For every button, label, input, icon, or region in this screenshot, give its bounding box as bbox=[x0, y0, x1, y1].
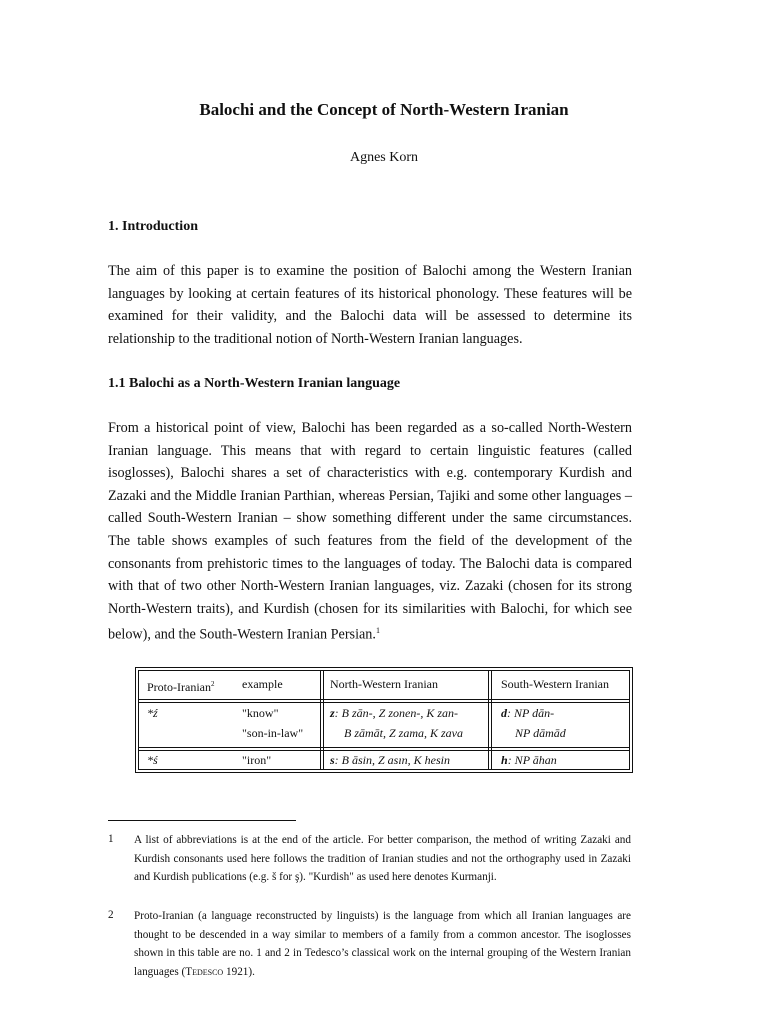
footnote-2-citation-year: 1921). bbox=[223, 965, 255, 978]
header-proto-label: Proto-Iranian bbox=[147, 680, 211, 694]
row2-proto bbox=[147, 750, 158, 770]
intro-paragraph-text: The aim of this paper is to examine the position of Balochi among the Western Iranian languages by looking at certain features of its historical phonology. These features will be examined for their validity, and the Balochi data will be assessed to determine its relationship to the traditional notion of North-Western Iranian languages. bbox=[108, 263, 632, 347]
footnote-2-number: 2 bbox=[108, 909, 114, 921]
paper-title: Balochi and the Concept of North-Western Iranian bbox=[199, 100, 569, 119]
balochi-nw-paragraph-text: From a historical point of view, Balochi has been regarded as a so-called North-Western Iranian language. This means that with regard to certain linguistic features (called isoglosses), Balochi shares a set of characteristics with e.g. contemporary Kurdish and Zazaki and the Middle Iranian Parthian, whereas Persian, Tajiki and some other languages – called South-Western Iranian – show something different under the same circumstances. The table shows examples of such features from the field of the development of the consonants from prehistoric times to the languages of today. The Balochi data is compared with that of two other North-Western Iranian languages, viz. Zazaki (chosen for its strong North-Western traits), and Kurdish (chosen for its similarities with Balochi, for which see below), and the South-Western Iranian Persian. bbox=[108, 420, 632, 644]
intro-paragraph bbox=[108, 260, 632, 350]
isogloss-table bbox=[135, 667, 633, 773]
row2-sw-forms: : NP āhan bbox=[507, 753, 557, 767]
row1-nw-forms-2: B zāmāt, Z zama, K zava bbox=[344, 726, 464, 740]
row1-example-know: "know" bbox=[242, 706, 279, 720]
row1-nw-line2 bbox=[344, 723, 463, 743]
row2-nw-forms: : B āsin, Z asın, K hesin bbox=[334, 753, 451, 767]
row2-sw-reflex: h bbox=[501, 753, 508, 767]
row1-nw-reflex: z bbox=[330, 706, 335, 720]
row1-nw-line1 bbox=[330, 703, 458, 723]
row2-proto-form: *ś bbox=[147, 753, 158, 767]
footnote-2-body: Proto-Iranian (a language reconstructed by linguists) is the language from which all Iranian languages are thought to be descended in a way similar to members of a family from a common ancestor. The isoglosses shown in this table are no. 1 and 2 in Tedesco’s classical work on the internal grouping of the Western Iranian languages ( bbox=[134, 910, 631, 978]
row1-proto bbox=[147, 703, 158, 723]
table-header-rule bbox=[139, 699, 629, 700]
row2-nw bbox=[330, 750, 450, 770]
row2-sw bbox=[501, 750, 557, 770]
row1-sw-reflex: d bbox=[501, 706, 507, 720]
table-header-proto-iranian bbox=[147, 674, 214, 697]
footnote-1-number: 1 bbox=[108, 833, 114, 845]
row1-sw-forms-2: NP dāmād bbox=[515, 726, 566, 740]
row1-nw-forms-1: : B zān-, Z zonen-, K zan- bbox=[334, 706, 458, 720]
section-heading-balochi-nw: 1.1 Balochi as a North-Western Iranian language bbox=[108, 376, 401, 391]
row2-nw-reflex: s bbox=[330, 753, 335, 767]
table-header-example: example bbox=[242, 677, 283, 691]
table-col-rule-2 bbox=[488, 671, 489, 769]
row1-sw-line1 bbox=[501, 703, 554, 723]
author-name: Agnes Korn bbox=[349, 150, 419, 165]
table-inner-border bbox=[138, 670, 630, 770]
footnote-2-text bbox=[134, 907, 631, 981]
balochi-nw-paragraph bbox=[108, 417, 632, 647]
table-header-sw-iranian: South-Western Iranian bbox=[501, 677, 609, 691]
row1-example-son-in-law: "son-in-law" bbox=[242, 726, 304, 740]
table-row-rule bbox=[139, 747, 629, 748]
footnote-2-citation: Tedesco bbox=[185, 965, 224, 978]
footnote-1-text: A list of abbreviations is at the end of the article. For better comparison, the method of writing Zazaki and Kurdish consonants used here follows the tradition of Iranian studies and not the orthography used in Zazaki and Kurdish publications (e.g. š for ş). "Kurdish" as used here denotes Kurmanji. bbox=[134, 834, 631, 884]
footnote-ref-1: 1 bbox=[375, 626, 380, 636]
row1-sw-forms-1: : NP dān- bbox=[507, 706, 555, 720]
row2-example-iron: "iron" bbox=[242, 753, 272, 767]
footnote-ref-2: 2 bbox=[210, 680, 215, 688]
row1-proto-form: *ź bbox=[147, 706, 158, 720]
table-col-rule-2-double bbox=[491, 671, 492, 769]
row1-sw-line2 bbox=[515, 723, 566, 743]
table-header-nw-iranian: North-Western Iranian bbox=[330, 677, 438, 691]
section-heading-introduction: 1. Introduction bbox=[108, 219, 198, 234]
footnote-separator bbox=[108, 820, 296, 821]
table-col-rule-1-double bbox=[323, 671, 324, 769]
table-col-rule-1 bbox=[320, 671, 321, 769]
